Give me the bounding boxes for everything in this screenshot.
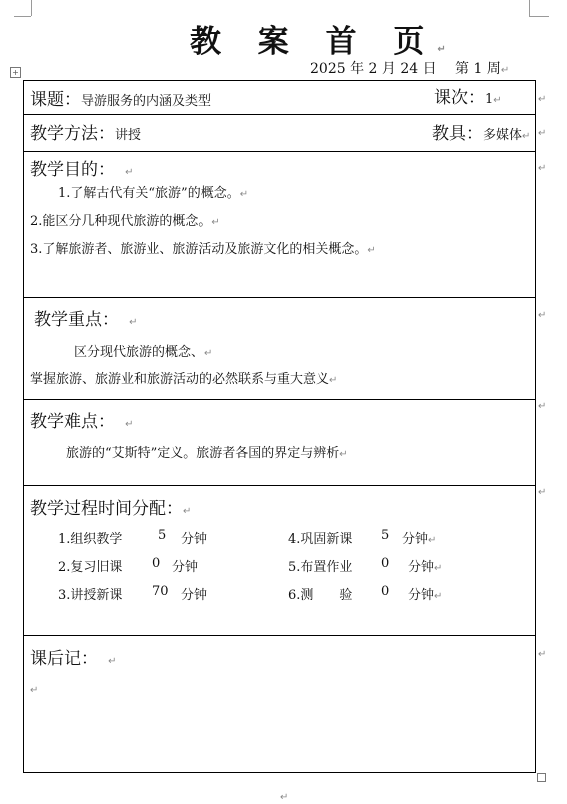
paragraph-mark: ↵: [434, 563, 443, 574]
time-minutes[interactable]: 0: [381, 584, 390, 599]
method-value[interactable]: 讲授: [115, 128, 142, 143]
paragraph-mark: ↵: [204, 348, 213, 359]
time-minutes[interactable]: 5: [381, 528, 390, 543]
time-item[interactable]: 3.讲授新课: [58, 588, 123, 603]
tools-field: [432, 119, 530, 144]
topic-label: 课题：: [30, 90, 81, 110]
table-resize-handle[interactable]: [537, 773, 546, 782]
key-point-item[interactable]: 区分现代旅游的概念、↵: [74, 345, 213, 360]
time-unit: 分钟: [181, 588, 208, 603]
time-item[interactable]: 5.布置作业: [288, 560, 353, 575]
objective-item[interactable]: 2.能区分几种现代旅游的概念。↵: [30, 214, 220, 229]
paragraph-mark: ↵: [522, 131, 531, 142]
time-minutes[interactable]: 0: [152, 556, 161, 571]
row-end-mark: ↵: [538, 128, 547, 139]
key-point-item[interactable]: 掌握旅游、旅游业和旅游活动的必然联系与重大意义↵: [30, 372, 338, 387]
time-item[interactable]: 2.复习旧课: [58, 560, 123, 575]
time-minutes[interactable]: 70: [152, 584, 169, 599]
topic-value[interactable]: 导游服务的内涵及类型: [81, 94, 212, 109]
topic-field: [30, 85, 211, 110]
time-unit: 分钟: [172, 560, 199, 575]
row-end-mark: ↵: [538, 487, 547, 498]
table-move-handle-icon[interactable]: +: [10, 67, 21, 78]
row-divider: [24, 297, 535, 298]
paragraph-mark: ↵: [280, 792, 289, 803]
row-divider: [24, 485, 535, 486]
paragraph-mark: ↵: [428, 535, 437, 546]
method-field: [30, 119, 141, 144]
crop-mark: [14, 16, 31, 17]
paragraph-mark: ↵: [329, 375, 338, 386]
row-divider: [24, 635, 535, 636]
row-end-mark: ↵: [538, 310, 547, 321]
objective-item[interactable]: 3.了解旅游者、旅游业、旅游活动及旅游文化的相关概念。↵: [30, 242, 376, 257]
row-end-mark: ↵: [538, 401, 547, 412]
time-item[interactable]: 4.巩固新课: [288, 532, 353, 547]
time-allocation-heading: 教学过程时间分配：↵: [30, 499, 192, 519]
time-minutes[interactable]: 0: [381, 556, 390, 571]
lesson-number-value[interactable]: 1: [485, 92, 494, 107]
postscript-heading: 课后记： ↵: [30, 649, 117, 669]
lesson-table: [23, 80, 536, 773]
paragraph-mark: ↵: [239, 189, 249, 200]
row-divider: [24, 151, 535, 152]
difficulties-heading: 教学难点： ↵: [30, 412, 134, 432]
postscript-body[interactable]: ↵: [30, 685, 39, 696]
tools-value[interactable]: 多媒体: [483, 128, 523, 143]
time-unit: 分钟: [181, 532, 208, 547]
difficulties-text[interactable]: 旅游的“艾斯特”定义。旅游者各国的界定与辨析↵: [66, 446, 348, 461]
paragraph-mark: ↵: [493, 95, 502, 106]
method-label: 教学方法：: [30, 124, 115, 144]
tools-label: 教具：: [432, 124, 483, 144]
objective-item[interactable]: 1.了解古代有关“旅游”的概念。↵: [58, 186, 249, 201]
page-title: 教 案 首 页↵: [190, 24, 459, 60]
objectives-heading: 教学目的： ↵: [30, 160, 134, 180]
time-unit: 分钟↵: [408, 588, 443, 603]
row-divider: [24, 114, 535, 115]
lesson-number-label: 课次：: [434, 88, 485, 108]
paragraph-mark: ↵: [500, 65, 510, 76]
row-divider: [24, 399, 535, 400]
paragraph-mark: ↵: [183, 506, 192, 517]
key-points-heading: 教学重点： ↵: [34, 310, 138, 330]
paragraph-mark: ↵: [437, 44, 459, 55]
paragraph-mark: ↵: [125, 167, 134, 178]
crop-mark: [529, 0, 530, 16]
paragraph-mark: ↵: [367, 245, 376, 256]
lesson-number-field: [434, 83, 502, 108]
crop-mark: [31, 0, 32, 16]
date-line: 2025 年 2 月 24 日 第 1 周↵: [310, 61, 510, 77]
paragraph-mark: ↵: [125, 419, 134, 430]
time-item[interactable]: 1.组织教学: [58, 532, 123, 547]
row-end-mark: ↵: [538, 163, 547, 174]
time-unit: 分钟↵: [408, 560, 443, 575]
time-unit: 分钟↵: [402, 532, 437, 547]
time-item[interactable]: 6.测 验: [288, 588, 353, 603]
paragraph-mark: ↵: [434, 591, 443, 602]
paragraph-mark: ↵: [108, 656, 117, 667]
time-minutes[interactable]: 5: [158, 528, 167, 543]
row-end-mark: ↵: [538, 649, 547, 660]
row-end-mark: ↵: [538, 94, 547, 105]
paragraph-mark: ↵: [211, 217, 220, 228]
paragraph-mark: ↵: [129, 317, 138, 328]
crop-mark: [529, 16, 549, 17]
paragraph-mark: ↵: [339, 449, 348, 460]
